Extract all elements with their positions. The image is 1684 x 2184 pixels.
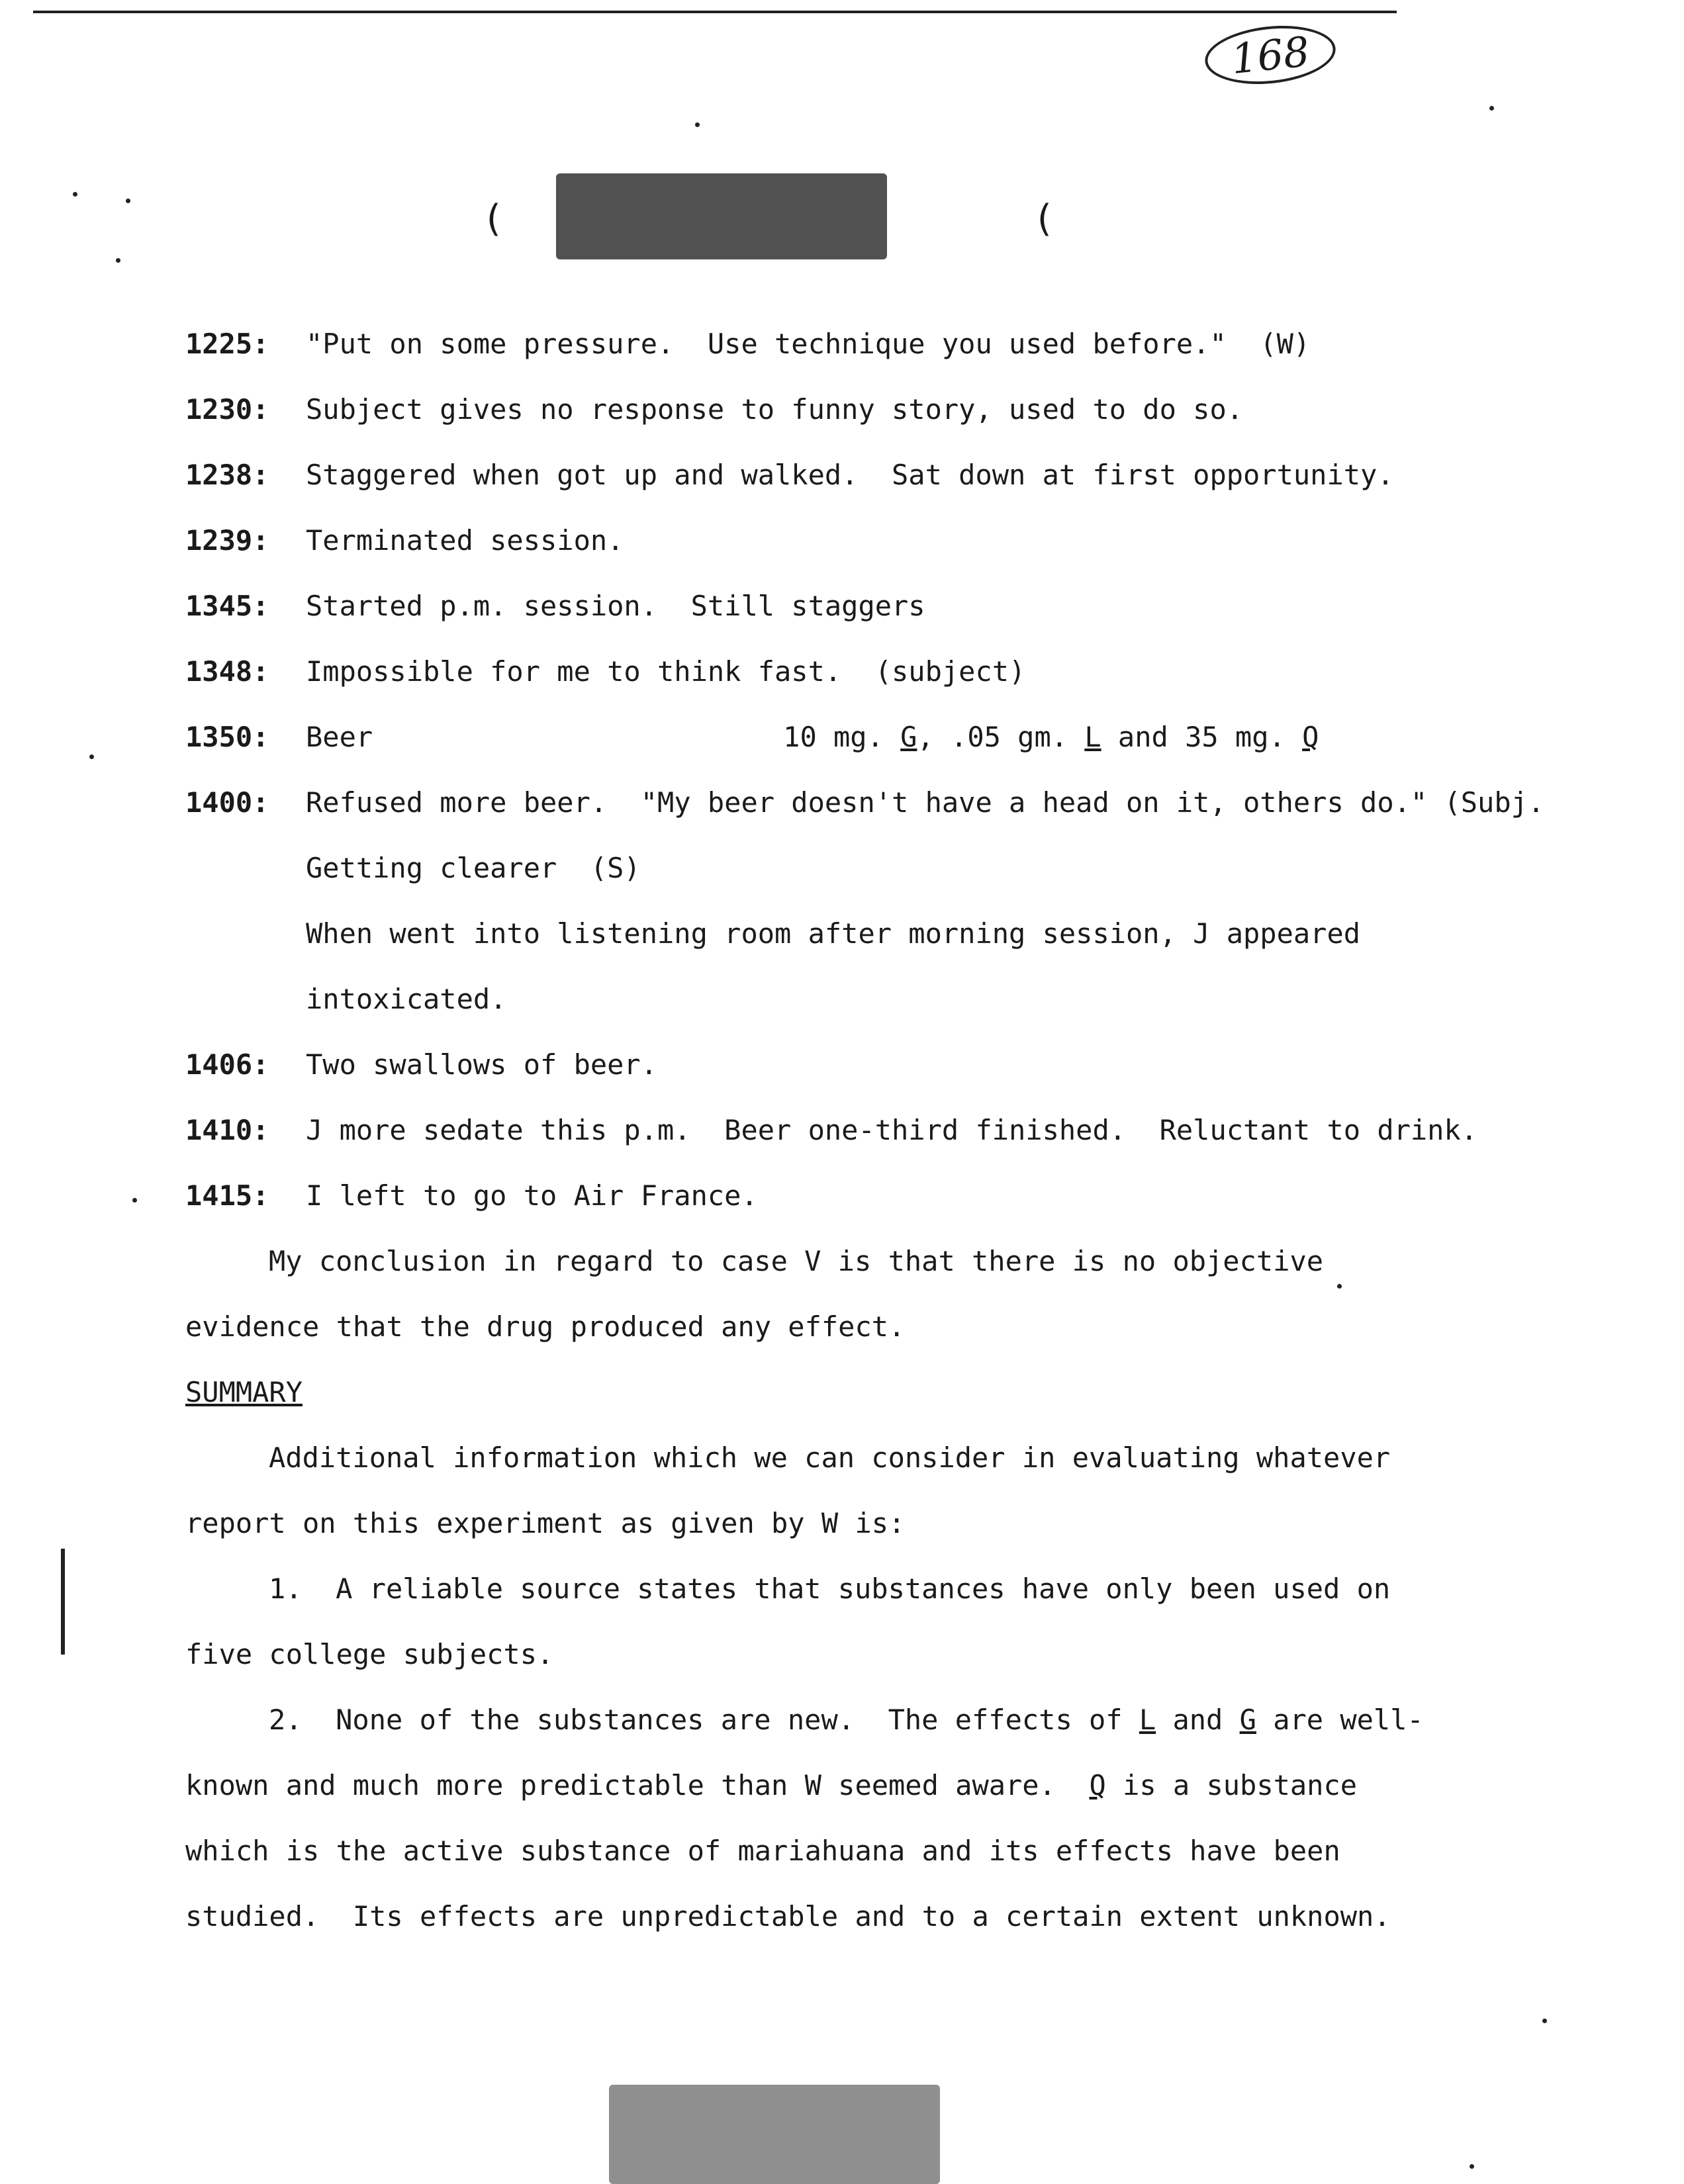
entry-text: Terminated session.: [306, 524, 624, 557]
summary-heading: SUMMARY: [185, 1376, 303, 1408]
entry-time: 1230:: [185, 393, 269, 426]
redaction-mark-bottom: [609, 2085, 940, 2184]
entry-text: Impossible for me to think fast. (subject): [306, 655, 1026, 688]
entry-text: J more sedate this p.m. Beer one-third finished. Reluctant to drink.: [306, 1114, 1478, 1146]
log-entry: [185, 1032, 1549, 1097]
drug-q-label: Q: [1302, 721, 1319, 753]
summary-item-line: [185, 1752, 1549, 1818]
summary-text: and: [1156, 1704, 1240, 1736]
redaction-mark-top: [556, 173, 887, 259]
log-entry: [185, 377, 1549, 442]
log-entry: [185, 1097, 1549, 1163]
summary-text: 2. None of the substances are new. The effects of: [269, 1704, 1139, 1736]
right-parenthesis-mark: (: [1033, 197, 1055, 240]
summary-item-line: which is the active substance of mariahuana and its effects have been: [185, 1835, 1340, 1867]
entry-text: Subject gives no response to funny story, used to do so.: [306, 393, 1244, 426]
entry-continuation: Getting clearer (S): [306, 852, 641, 884]
entry-text: "Put on some pressure. Use technique you used before." (W): [306, 328, 1311, 360]
entry-time: 1239:: [185, 524, 269, 557]
entry-time: 1406:: [185, 1048, 269, 1081]
entry-time: 1350:: [185, 721, 269, 753]
dose-text: 10 mg.: [783, 721, 901, 753]
summary-heading-row: [185, 1359, 1549, 1425]
summary-item-line: 1. A reliable source states that substances have only been used on: [269, 1572, 1391, 1605]
entry-time: 1225:: [185, 328, 269, 360]
left-parenthesis-mark: (: [482, 197, 504, 240]
entry-time: 1345:: [185, 590, 269, 622]
drug-g-label: G: [1239, 1704, 1256, 1736]
log-entry: [185, 311, 1549, 377]
entry-text: Two swallows of beer.: [306, 1048, 658, 1081]
scan-speck: [73, 192, 77, 197]
summary-text: known and much more predictable than W seemed aware.: [185, 1769, 1090, 1801]
drug-q-label: Q: [1089, 1769, 1106, 1801]
scan-speck: [126, 199, 130, 203]
summary-paragraph-line: report on this experiment as given by W is:: [185, 1507, 906, 1539]
scan-speck: [1470, 2164, 1474, 2169]
conclusion-line: evidence that the drug produced any effect.: [185, 1310, 906, 1343]
entry-time: 1415:: [185, 1179, 269, 1212]
top-rule: [33, 11, 1397, 13]
log-entry: [185, 442, 1549, 508]
entry-time: 1410:: [185, 1114, 269, 1146]
dose-text: and 35 mg.: [1101, 721, 1303, 753]
summary-paragraph-line: Additional information which we can consider in evaluating whatever: [269, 1441, 1391, 1474]
scan-speck: [116, 258, 120, 263]
scan-speck: [1542, 2019, 1547, 2023]
entry-continuation: intoxicated.: [306, 983, 507, 1015]
scan-speck: [132, 1198, 137, 1203]
log-entry: [185, 508, 1549, 573]
scan-speck: [1489, 106, 1494, 111]
entry-text: I left to go to Air France.: [306, 1179, 758, 1212]
margin-bar: [61, 1549, 65, 1655]
scan-speck: [89, 754, 94, 759]
document-body: [185, 311, 1549, 1949]
scan-speck: [1337, 1284, 1342, 1289]
scan-speck: [695, 122, 700, 127]
drug-l-label: L: [1139, 1704, 1156, 1736]
log-entry: [185, 573, 1549, 639]
log-entry: [185, 1163, 1549, 1228]
entry-text: Staggered when got up and walked. Sat down at first opportunity.: [306, 459, 1394, 491]
summary-text: is a substance: [1105, 1769, 1358, 1801]
entry-continuation: When went into listening room after morning session, J appeared: [306, 917, 1361, 950]
entry-time: 1238:: [185, 459, 269, 491]
entry-text: Started p.m. session. Still staggers: [306, 590, 925, 622]
summary-text: are well-: [1256, 1704, 1424, 1736]
entry-text: Beer: [306, 721, 373, 753]
dose-text: , .05 gm.: [917, 721, 1085, 753]
page-number: 168: [1202, 20, 1338, 90]
conclusion-line: My conclusion in regard to case V is that there is no objective: [269, 1245, 1324, 1277]
entry-time: 1400:: [185, 786, 269, 819]
drug-l-label: L: [1084, 721, 1101, 753]
drug-g-label: G: [900, 721, 917, 753]
entry-time: 1348:: [185, 655, 269, 688]
summary-item-line: five college subjects.: [185, 1638, 554, 1670]
log-entry: [185, 639, 1549, 704]
log-entry-dose: [185, 704, 1549, 770]
summary-item-line: studied. Its effects are unpredictable and to a certain extent unknown.: [185, 1900, 1391, 1933]
summary-item-line: [185, 1687, 1549, 1752]
entry-text: Refused more beer. "My beer doesn't have a head on it, others do." (Subj.: [306, 786, 1545, 819]
log-entry: [185, 770, 1549, 835]
